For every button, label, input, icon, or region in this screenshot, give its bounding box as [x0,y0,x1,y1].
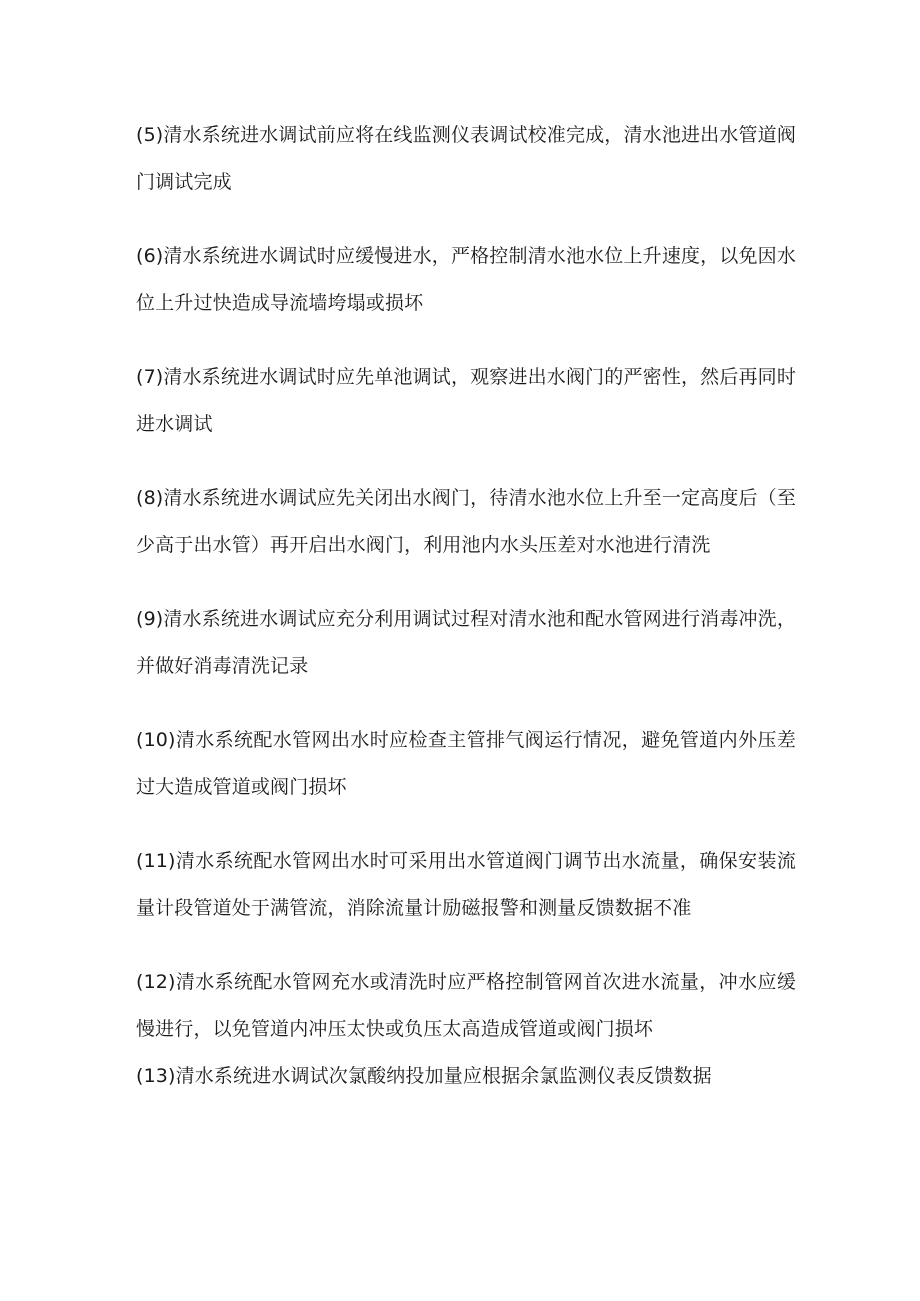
paragraph-item-9: (9)清水系统进水调试应充分利用调试过程对清水池和配水管网进行消毒冲洗，并做好消毒清洗记录 [136,608,796,677]
paragraph-item-12: (12)清水系统配水管网充水或清洗时应严格控制管网首次进水流量，冲水应缓慢进行，以免管道内冲压太快或负压太高造成管道或阀门损坏 [136,971,796,1040]
paragraph-item-8: (8)清水系统进水调试应先关闭出水阀门，待清水池水位上升至一定高度后（至少高于出水管）再开启出水阀门，利用池内水头压差对水池进行清洗 [136,487,796,556]
paragraph-item-6: (6)清水系统进水调试时应缓慢进水，严格控制清水池水位上升速度，以免因水位上升过快造成导流墙垮塌或损坏 [136,245,796,314]
document-body [136,112,796,1100]
paragraph-item-13: (13)清水系统进水调试次氯酸纳投加量应根据余氯监测仪表反馈数据 [136,1065,712,1087]
paragraph-item-10: (10)清水系统配水管网出水时应检查主管排气阀运行情况，避免管道内外压差过大造成管道或阀门损坏 [136,729,796,798]
paragraph-item-5: (5)清水系统进水调试前应将在线监测仪表调试校准完成，清水池进出水管道阀门调试完成 [136,124,796,193]
paragraph-item-11: (11)清水系统配水管网出水时可采用出水管道阀门调节出水流量，确保安装流量计段管道处于满管流，消除流量计励磁报警和测量反馈数据不准 [136,850,796,919]
paragraph-item-7: (7)清水系统进水调试时应先单池调试，观察进出水阀门的严密性，然后再同时进水调试 [136,366,796,435]
